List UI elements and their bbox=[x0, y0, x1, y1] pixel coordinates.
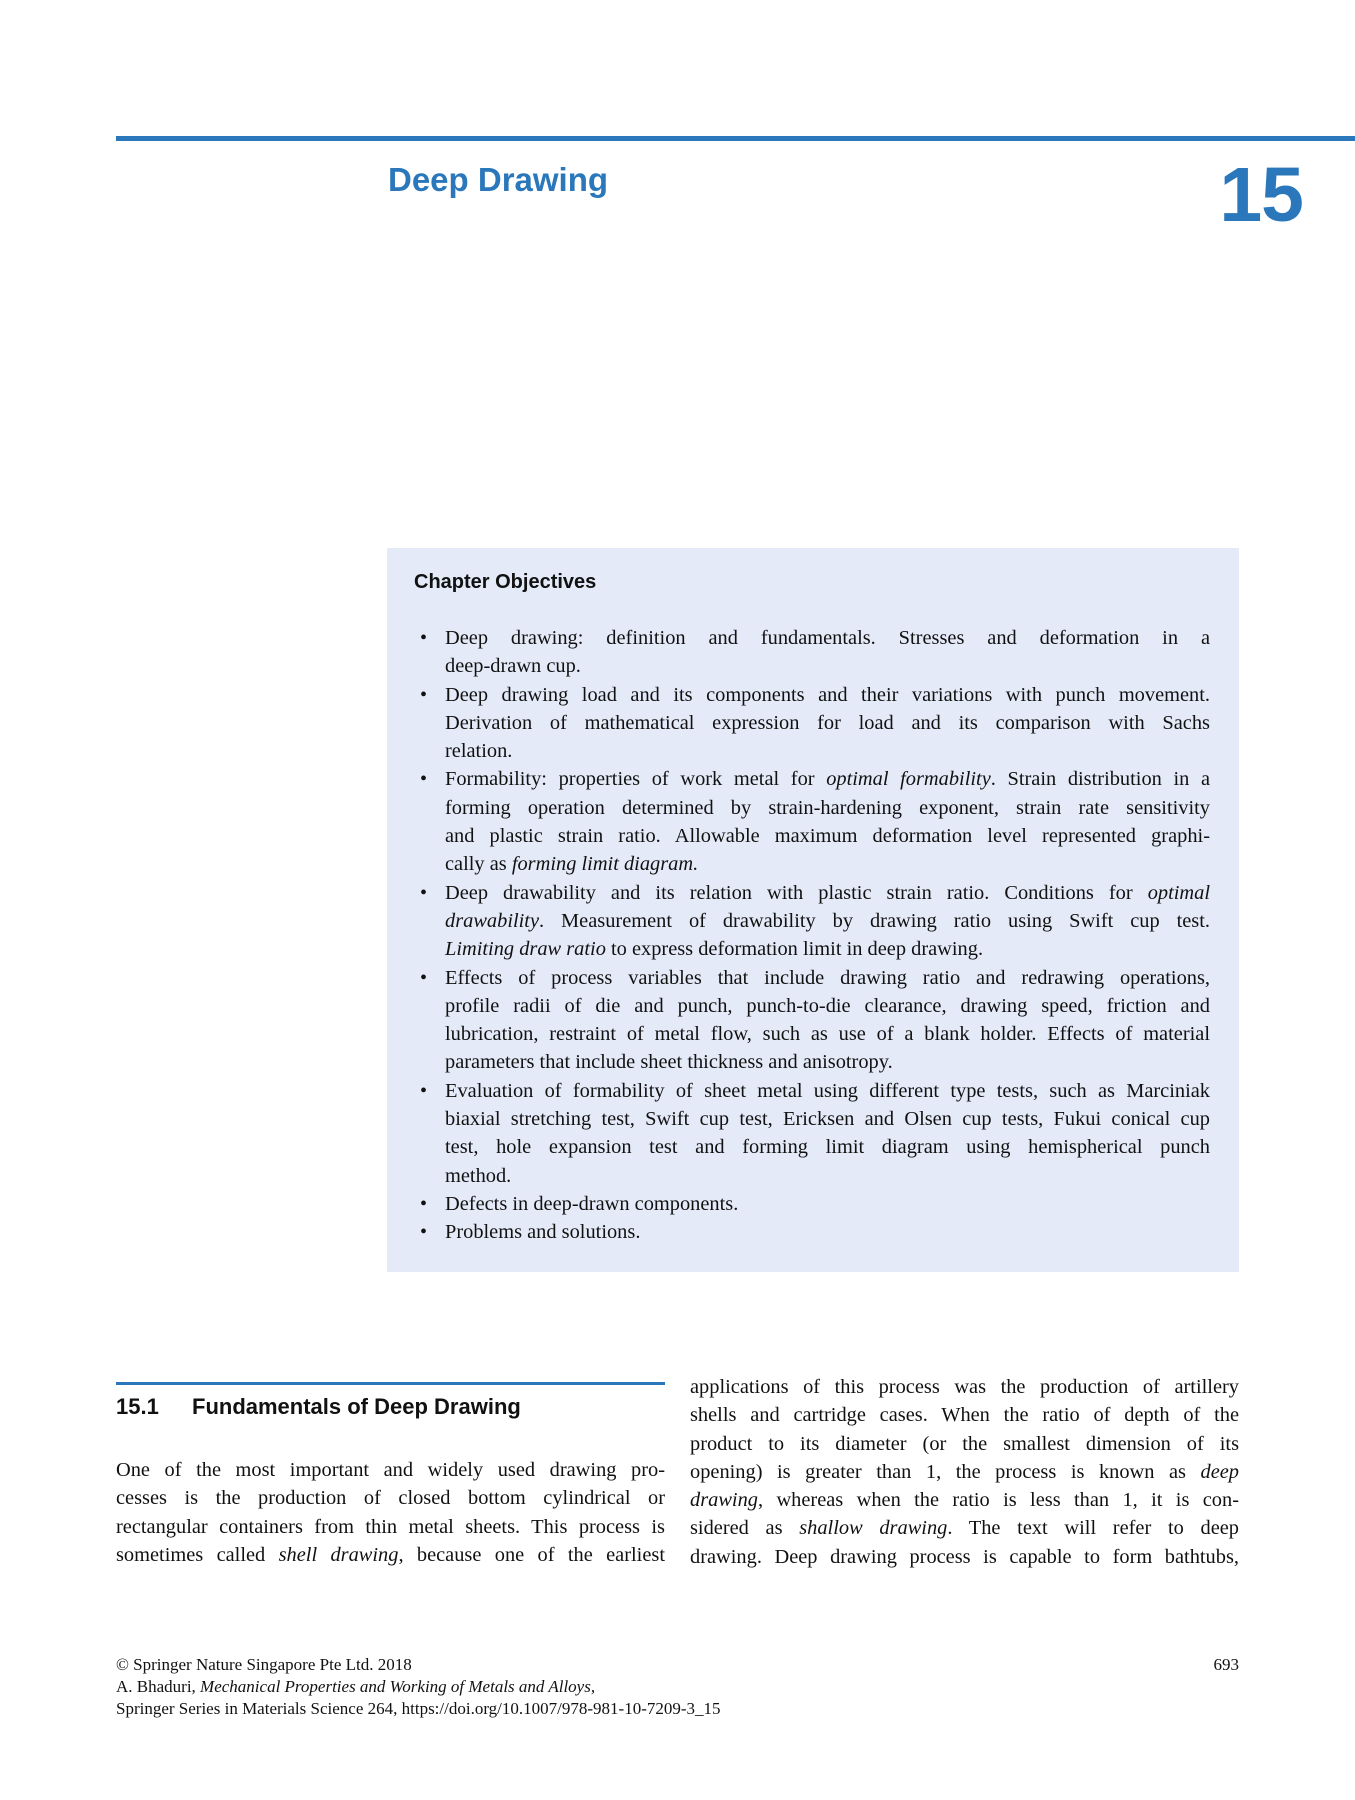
text-line bbox=[690, 1514, 1239, 1542]
chapter-title: Deep Drawing bbox=[388, 161, 609, 198]
italic-text: deep bbox=[1200, 1460, 1239, 1483]
text: cally as bbox=[445, 853, 512, 876]
text: Formability: properties of work metal for bbox=[445, 768, 827, 791]
objective-item bbox=[420, 765, 1210, 878]
text-line bbox=[445, 935, 1210, 963]
italic-text: optimal bbox=[1147, 881, 1210, 904]
series-doi[interactable]: Springer Series in Materials Science 264, https://doi.org/10.1007/978-981-10-7209-3_15 bbox=[116, 1699, 721, 1718]
text: deep-drawn cup. bbox=[445, 655, 581, 678]
text-line bbox=[445, 1190, 1210, 1218]
text-line bbox=[445, 1133, 1210, 1161]
text: sometimes called bbox=[116, 1543, 279, 1566]
bullet-icon: • bbox=[420, 1192, 428, 1215]
objective-item bbox=[420, 681, 1210, 766]
text: . Measurement of drawability by drawing ratio using Swift cup test. bbox=[539, 909, 1210, 932]
text-line bbox=[690, 1458, 1239, 1486]
text-line bbox=[445, 850, 1210, 878]
bullet-icon: • bbox=[420, 627, 428, 649]
text-line bbox=[445, 794, 1210, 822]
text-line bbox=[445, 709, 1210, 737]
text-line bbox=[690, 1543, 1239, 1571]
text: relation. bbox=[445, 740, 513, 763]
text: forming operation determined by strain-hardening exponent, strain rate sensitivity bbox=[445, 796, 1210, 819]
text: , because one of the earliest bbox=[398, 1543, 666, 1566]
text: Deep drawability and its relation with plastic strain ratio. Conditions for bbox=[445, 881, 1148, 904]
text: rectangular containers from thin metal sheets. This process is bbox=[116, 1515, 665, 1538]
text: cesses is the production of closed bottom cylindrical or bbox=[116, 1487, 665, 1510]
chapter-objectives-list bbox=[420, 624, 1210, 1247]
objective-item bbox=[420, 1077, 1210, 1190]
text-line bbox=[116, 1513, 665, 1541]
text-line bbox=[445, 879, 1210, 907]
objective-item bbox=[420, 624, 1210, 681]
bullet-icon: • bbox=[420, 881, 428, 904]
objective-item bbox=[420, 879, 1210, 964]
text: Derivation of mathematical expression for load and its comparison with Sachs bbox=[445, 711, 1210, 734]
italic-text: drawing bbox=[690, 1489, 758, 1512]
body-column-right bbox=[690, 1373, 1239, 1571]
text: . The text will refer to deep bbox=[947, 1517, 1239, 1540]
text: method. bbox=[445, 1164, 512, 1187]
text-line bbox=[445, 624, 1210, 652]
text: Effects of process variables that include drawing ratio and redrawing operations, bbox=[445, 966, 1210, 989]
text-line bbox=[116, 1484, 665, 1512]
chapter-top-rule bbox=[116, 136, 1355, 141]
chapter-number: 15 bbox=[1219, 152, 1303, 238]
text: Defects in deep-drawn components. bbox=[445, 1192, 739, 1215]
book-title: Mechanical Properties and Working of Metals and Alloys bbox=[200, 1677, 591, 1696]
text: applications of this process was the production of artillery bbox=[690, 1376, 1239, 1398]
page-number: 693 bbox=[1213, 1655, 1239, 1674]
text-line bbox=[690, 1401, 1239, 1429]
text: parameters that include sheet thickness and anisotropy. bbox=[445, 1051, 893, 1074]
objective-item bbox=[420, 1190, 1210, 1218]
text-line bbox=[690, 1373, 1239, 1401]
section-title: Fundamentals of Deep Drawing bbox=[192, 1394, 521, 1419]
text-line bbox=[445, 737, 1210, 765]
italic-text: forming limit diagram. bbox=[511, 853, 699, 876]
text: shells and cartridge cases. When the ratio of depth of the bbox=[690, 1404, 1239, 1427]
italic-text: Limiting draw ratio bbox=[445, 938, 606, 961]
copyright: © Springer Nature Singapore Pte Ltd. 2018 bbox=[116, 1655, 412, 1674]
text-line bbox=[116, 1456, 665, 1484]
text: drawing. Deep drawing process is capable to form bathtubs, bbox=[690, 1545, 1239, 1568]
section-rule bbox=[116, 1382, 665, 1385]
text-line bbox=[116, 1541, 665, 1569]
text: lubrication, restraint of metal flow, such as use of a blank holder. Effects of material bbox=[445, 1023, 1210, 1046]
text: to express deformation limit in deep drawing. bbox=[605, 938, 984, 961]
author: A. Bhaduri, bbox=[116, 1677, 201, 1696]
text: opening) is greater than 1, the process is known as bbox=[690, 1460, 1201, 1483]
text: Deep drawing load and its components and their variations with punch movement. bbox=[445, 683, 1210, 706]
text: biaxial stretching test, Swift cup test, Ericksen and Olsen cup tests, Fukui conical cup bbox=[445, 1108, 1210, 1131]
text: profile radii of die and punch, punch-to-die clearance, drawing speed, friction and bbox=[445, 994, 1210, 1017]
bullet-icon: • bbox=[420, 683, 428, 706]
text: and plastic strain ratio. Allowable maximum deformation level represented graphi- bbox=[445, 825, 1210, 848]
text-line bbox=[445, 1218, 1210, 1246]
text-line bbox=[445, 652, 1210, 680]
text-line bbox=[445, 1105, 1210, 1133]
text: product to its diameter (or the smallest dimension of its bbox=[690, 1432, 1239, 1455]
text-line bbox=[445, 992, 1210, 1020]
objective-item bbox=[420, 1218, 1210, 1246]
text-line bbox=[445, 1048, 1210, 1076]
section-heading bbox=[116, 1394, 521, 1420]
text-line bbox=[445, 1077, 1210, 1105]
text: Problems and solutions. bbox=[445, 1221, 641, 1244]
text: Evaluation of formability of sheet metal using different type tests, such as Marciniak bbox=[445, 1079, 1210, 1102]
text: Deep drawing: definition and fundamentals. Stresses and deformation in a bbox=[445, 627, 1210, 649]
chapter-objectives-heading: Chapter Objectives bbox=[414, 571, 597, 593]
text-line bbox=[690, 1486, 1239, 1514]
text-line bbox=[690, 1430, 1239, 1458]
italic-text: shell drawing bbox=[278, 1543, 399, 1566]
footer bbox=[116, 1654, 721, 1720]
italic-text: shallow drawing bbox=[799, 1517, 948, 1540]
text-line bbox=[445, 822, 1210, 850]
text-line bbox=[445, 1162, 1210, 1190]
comma: , bbox=[590, 1677, 596, 1696]
body-column-left bbox=[116, 1456, 665, 1569]
bullet-icon: • bbox=[420, 1221, 428, 1244]
text: , whereas when the ratio is less than 1, it is con- bbox=[757, 1489, 1239, 1512]
text: One of the most important and widely used drawing pro- bbox=[116, 1459, 665, 1481]
text-line bbox=[445, 1020, 1210, 1048]
bullet-icon: • bbox=[420, 1079, 428, 1102]
italic-text: drawability bbox=[445, 909, 540, 932]
text: . Strain distribution in a bbox=[990, 768, 1211, 791]
objective-item bbox=[420, 964, 1210, 1077]
text: test, hole expansion test and forming limit diagram using hemispherical punch bbox=[445, 1136, 1210, 1159]
italic-text: optimal formability bbox=[826, 768, 991, 791]
text-line bbox=[445, 765, 1210, 793]
bullet-icon: • bbox=[420, 966, 428, 989]
text: sidered as bbox=[690, 1517, 800, 1540]
text-line bbox=[445, 681, 1210, 709]
citation-line bbox=[116, 1676, 721, 1698]
text-line bbox=[445, 907, 1210, 935]
bullet-icon: • bbox=[420, 768, 428, 791]
text-line bbox=[445, 964, 1210, 992]
section-number: 15.1 bbox=[116, 1394, 159, 1419]
